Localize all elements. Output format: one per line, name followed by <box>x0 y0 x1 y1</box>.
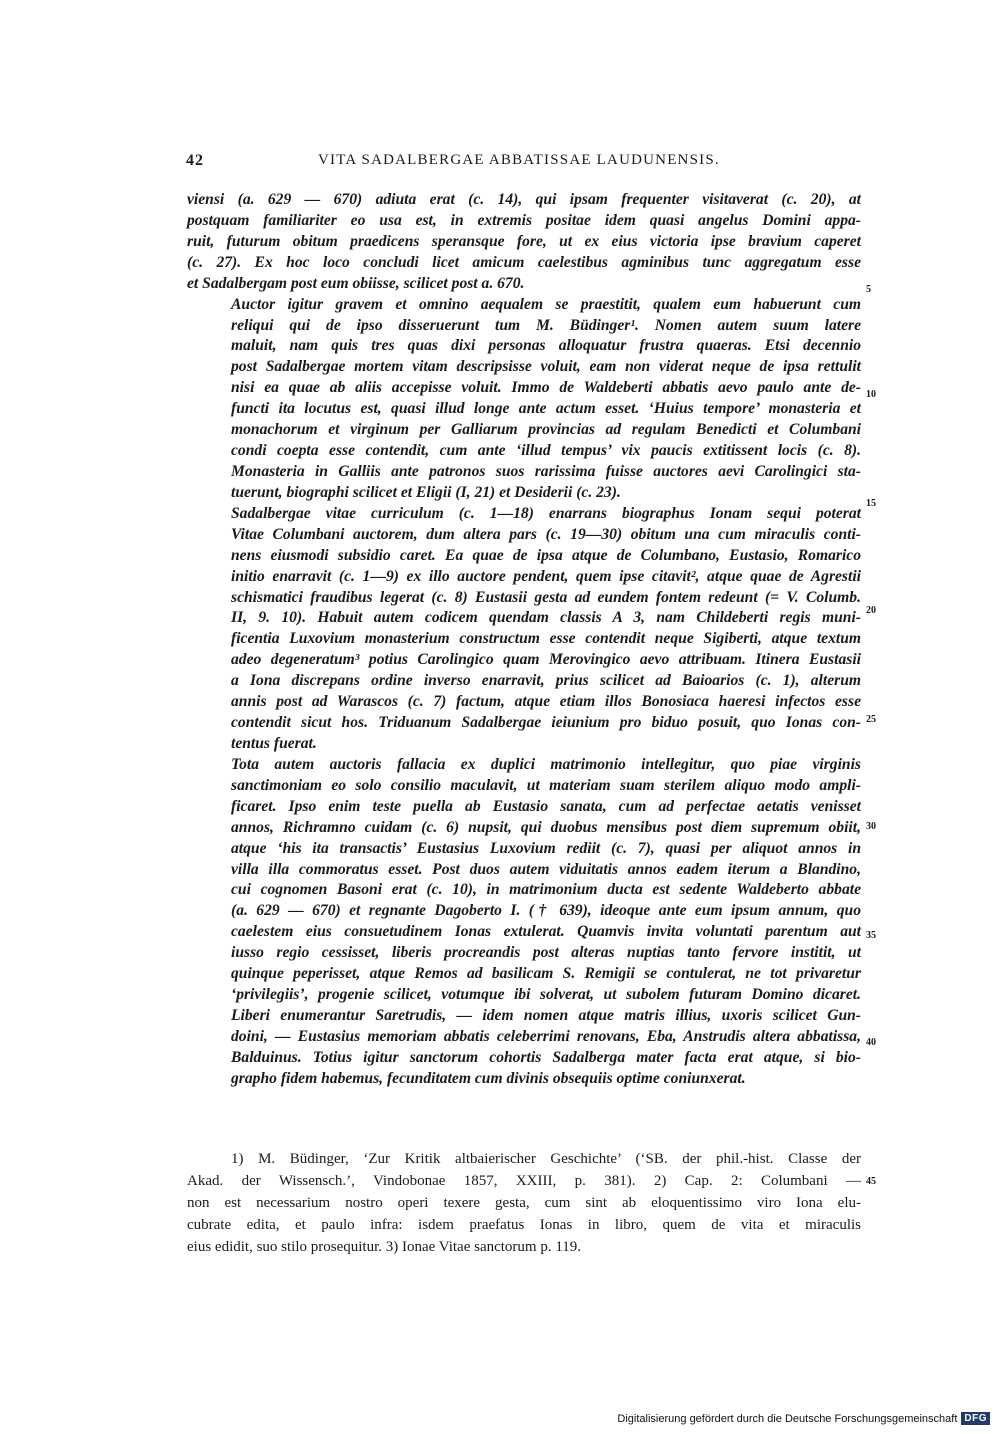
main-text <box>187 190 861 1090</box>
text-line: tentus fuerat. <box>231 734 317 752</box>
line-number-10: 10 <box>866 389 876 400</box>
text-line: caelestem eius consuetudinem Ionas extulerat. Quamvis invita voluntati parentum aut <box>231 923 861 941</box>
text-line: villa illa commoratus esset. Post duos autem viduitatis annos eadem iterum a Blandino, <box>231 860 861 878</box>
line-number-30: 30 <box>866 821 876 832</box>
text-line: ‘privilegiis’, progenie scilicet, votumque ibi solverat, ut subolem futuram Domino dicaret. <box>231 986 861 1004</box>
text-line: tuerunt, biographi scilicet et Eligii (I, 21) et Desiderii (c. 23). <box>231 483 621 501</box>
text-line: nisi ea quae ab aliis accepisse voluit. Immo de Waldeberti abbatis aevo paulo ante de- <box>231 379 861 397</box>
text-line: nens eiusmodi subsidio caret. Ea quae de ipsa atque de Columbano, Eustasio, Romarico <box>231 546 861 564</box>
text-line: Monasteria in Galliis ante patronos suos rarissima fuisse auctores aevi Carolingici sta- <box>231 462 861 480</box>
footnote-line: Akad. der Wissensch.’, Vindobonae 1857, XXIII, p. 381). 2) Cap. 2: Columbani — <box>187 1173 861 1189</box>
text-line: ficaret. Ipso enim teste puella ab Eustasio sanata, cum ad perfectae aetatis venisset <box>231 797 861 815</box>
text-line: a Iona discrepans ordine inverso enarravit, prius scilicet ad Baioarios (c. 1), alterum <box>231 672 861 690</box>
text-line: (c. 27). Ex hoc loco concludi licet amicum caelestibus agminibus tunc aggregatum esse <box>187 253 861 271</box>
text-line: post Sadalbergae mortem vitam descripsisse voluit, eam non viderat neque de ipsa rettulit <box>231 358 861 376</box>
dfg-credit <box>617 1412 990 1425</box>
text-line: grapho fidem habemus, fecunditatem cum divinis obsequiis optime coniunxerat. <box>231 1069 746 1087</box>
text-line: annis post ad Warascos (c. 7) factum, atque etiam illos Bonosiaca haeresi infectos esse <box>231 693 861 711</box>
text-line: reliqui qui de ipso disseruerunt tum M. Büdinger¹. Nomen autem suum latere <box>231 316 861 334</box>
text-line: quinque peperisset, atque Remos ad basilicam S. Remigii se contulerat, ne tot privaretur <box>231 965 861 983</box>
text-line: atque ‘his ita transactis’ Eustasius Luxovium rediit (c. 7), quasi per aliquot annos in <box>231 839 861 857</box>
footnote-line: non est necessarium nostro operi texere gesta, cum sint ab eloquentissimo viro Iona elu- <box>187 1195 861 1211</box>
text-line: annos, Richramno cuidam (c. 6) nupsit, qui duobus mensibus post diem supremum obiit, <box>231 818 861 836</box>
text-line: iusso regio cessisset, liberis procreandis post alteras nuptias tanto fervore institit, ut <box>231 944 861 962</box>
text-line: Sadalbergae vitae curriculum (c. 1—18) enarrans biographus Ionam sequi poterat <box>231 504 861 522</box>
text-line: viensi (a. 629 — 670) adiuta erat (c. 14), qui ipsam frequenter visitaverat (c. 20), at <box>187 191 861 208</box>
line-number-40: 40 <box>866 1037 876 1048</box>
line-number-20: 20 <box>866 605 876 616</box>
paragraph-4 <box>187 755 861 1090</box>
footnotes <box>187 1148 861 1258</box>
text-line: (a. 629 — 670) et regnante Dagoberto I. († 639), ideoque ante eum ipsum annum, quo <box>231 902 861 920</box>
text-line: monachorum et virginum per Galliarum provincias ad regulam Benedicti et Columbani <box>231 421 861 439</box>
text-line: adeo degeneratum³ potius Carolingico quam Merovingico aevo attribuam. Itinera Eustasii <box>231 651 861 669</box>
page-number: 42 <box>186 152 204 169</box>
text-line: Tota autem auctoris fallacia ex duplici matrimonio intellegitur, quo piae virginis <box>231 755 861 773</box>
dfg-credit-text: Digitalisierung gefördert durch die Deutsche Forschungsgemeinschaft <box>617 1412 958 1425</box>
footnote-line: eius edidit, suo stilo prosequitur. 3) Ionae Vitae sanctorum p. 119. <box>187 1239 582 1255</box>
text-line: contendit sicut hos. Triduanum Sadalbergae ieiunium pro biduo posuit, quo Ionas con- <box>231 714 861 732</box>
footnote-line: cubrate edita, et paulo infra: isdem praefatus Ionas in libro, quem de vita et miraculis <box>187 1217 861 1233</box>
line-number-35: 35 <box>866 930 876 941</box>
text-line: et Sadalbergam post eum obiisse, scilicet post a. 670. <box>187 274 525 292</box>
line-number-5: 5 <box>866 284 871 295</box>
running-title: VITA SADALBERGAE ABBATISSAE LAUDUNENSIS. <box>318 152 720 168</box>
text-line: Vitae Columbani auctorem, dum altera pars (c. 19—30) obitum una cum miraculis conti- <box>231 525 861 543</box>
paragraph-3 <box>187 504 861 755</box>
text-line: ruit, futurum obitum praedicens speransque fore, ut ex eius victoria ipse bravium caperet <box>187 232 861 250</box>
text-line: initio enarravit (c. 1—9) ex illo auctore pendent, quem ipse citavit², atque quae de Agrestii <box>231 567 861 585</box>
paragraph-2 <box>187 295 861 504</box>
text-line: functi ita locutus est, quasi illud longe ante actum esset. ‘Huius tempore’ monasteria et <box>231 400 861 418</box>
dfg-logo: DFG <box>961 1412 990 1425</box>
footnote-line: 1) M. Büdinger, ‘Zur Kritik altbaierischer Geschichte’ (‘SB. der phil.-hist. Classe der <box>231 1151 861 1167</box>
text-line: postquam familiariter eo usa est, in extremis positae idem quasi angelus Domini appa- <box>187 211 861 229</box>
text-line: schismatici fraudibus legerat (c. 8) Eustasii gesta ad eundem fontem redeunt (= V. Columb. <box>231 588 861 606</box>
text-line: ficentia Luxovium monasterium constructum esse contendit neque Sigiberti, atque textum <box>231 630 861 648</box>
text-line: Balduinus. Totius igitur sanctorum cohortis Sadalberga mater facta erat atque, si bio- <box>231 1048 861 1066</box>
line-number-15: 15 <box>866 498 876 509</box>
text-line: Auctor igitur gravem et omnino aequalem se praestitit, qualem eum habuerunt cum <box>231 295 861 313</box>
text-line: cui cognomen Basoni erat (c. 10), in matrimonium ducta est sedente Waldeberto abbate <box>231 881 861 899</box>
text-line: sanctimoniam eo solo consilio maculavit, ut materiam suam sterilem aliquo modo ampli- <box>231 776 861 794</box>
text-line: doini, — Eustasius memoriam abbatis celeberrimi renovans, Eba, Anstrudis altera abbatissa, <box>231 1027 861 1045</box>
paragraph-1 <box>187 190 861 295</box>
text-line: maluit, nam quis tres quas dixi personas alloquatur frustra quaeras. Etsi decennio <box>231 337 861 355</box>
text-line: condi coepta esse contendit, cum ante ‘illud tempus’ vix paucis extitissent locis (c. 8). <box>231 442 861 460</box>
text-line: Liberi enumerantur Saretrudis, — idem nomen atque matris illius, uxoris scilicet Gun- <box>231 1006 861 1024</box>
line-number-45: 45 <box>866 1176 876 1187</box>
line-number-25: 25 <box>866 714 876 725</box>
text-line: II, 9. 10). Habuit autem codicem quendam classis A 3, nam Childeberti regis muni- <box>231 609 861 627</box>
